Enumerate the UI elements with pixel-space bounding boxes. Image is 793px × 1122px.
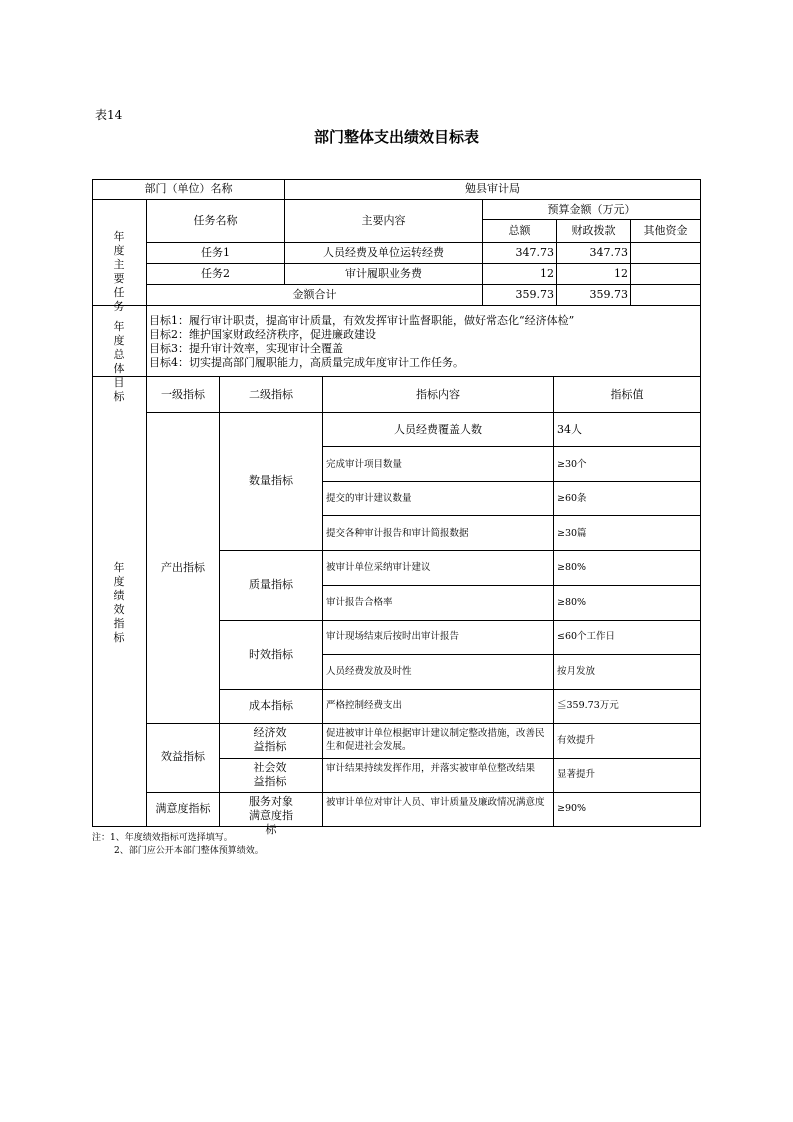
level1-benefit: 效益指标 xyxy=(161,750,205,763)
indicator-content: 审计现场结束后按时出审计报告 xyxy=(326,631,460,642)
document-title: 部门整体支出绩效目标表 xyxy=(313,128,479,146)
indicator-content: 提交各种审计报告和审计简报数据 xyxy=(326,528,469,539)
task-total: 347.73 xyxy=(515,246,554,259)
task-fiscal: 347.73 xyxy=(589,246,628,259)
indicator-value: ≥30个 xyxy=(557,459,587,470)
indicator-value: 有效提升 xyxy=(557,735,596,746)
level2-timeliness: 时效指标 xyxy=(249,648,293,661)
task-name: 任务2 xyxy=(201,267,230,280)
indicator-content: 被审计单位对审计人员、审计质量及廉政情况满意度 xyxy=(326,797,545,808)
col-fiscal: 财政拨款 xyxy=(571,224,616,237)
level2-cost: 成本指标 xyxy=(249,699,293,712)
level2-service: 服务对象满意度指标 xyxy=(249,795,293,836)
col-main-content: 主要内容 xyxy=(361,214,406,227)
indicator-content: 审计报告合格率 xyxy=(326,597,393,608)
col-other: 其他资金 xyxy=(643,224,688,237)
col-indicator-content: 指标内容 xyxy=(416,388,460,401)
task-total: 12 xyxy=(540,267,554,280)
goal-line: 目标4：切实提高部门履职能力，高质量完成年度审计工作任务。 xyxy=(149,356,464,369)
sum-total: 359.73 xyxy=(515,288,554,301)
col-indicator-value: 指标值 xyxy=(610,388,644,401)
indicator-value: 显著提升 xyxy=(557,769,596,780)
col-total: 总额 xyxy=(508,224,531,237)
indicator-value: ≥80% xyxy=(557,597,587,608)
goal-line: 目标2：维护国家财政经济秩序，促进廉政建设 xyxy=(149,328,376,341)
indicator-content: 人员经费发放及时性 xyxy=(326,666,412,677)
indicator-value: 34人 xyxy=(557,423,582,436)
indicator-value: ≤60个工作日 xyxy=(557,631,616,642)
tasks-section-label: 年度主要任务 xyxy=(113,230,125,313)
indicator-content: 促进被审计单位根据审计建议制定整改措施，改善民生和促进社会发展。 xyxy=(326,728,545,752)
indicator-content: 完成审计项目数量 xyxy=(326,459,403,470)
indicator-value: ≥60条 xyxy=(557,493,587,504)
task-content: 人员经费及单位运转经费 xyxy=(323,246,444,259)
level2-social: 社会效益指标 xyxy=(253,761,287,788)
indicator-value: ≥30篇 xyxy=(557,528,587,539)
indicator-content: 审计结果持续发挥作用，并落实被审单位整改结果 xyxy=(326,763,536,774)
task-name: 任务1 xyxy=(201,246,230,259)
level1-output: 产出指标 xyxy=(161,561,205,574)
dept-label: 部门（单位）名称 xyxy=(144,182,233,195)
indicator-value: ≥90% xyxy=(557,803,587,814)
sum-fiscal: 359.73 xyxy=(589,288,628,301)
col-budget: 预算金额（万元） xyxy=(547,203,636,216)
indicator-content: 严格控制经费支出 xyxy=(326,700,403,711)
indicator-content: 提交的审计建议数量 xyxy=(326,493,412,504)
table-number: 表14 xyxy=(95,108,123,122)
task-content: 审计履职业务费 xyxy=(345,267,422,280)
indicator-value: 按月发放 xyxy=(557,666,596,677)
task-fiscal: 12 xyxy=(614,267,628,280)
goals-section-label: 年度总体目标 xyxy=(113,320,125,403)
note-line: 注：1、年度绩效指标可选择填写。 xyxy=(92,833,233,843)
sum-label: 金额合计 xyxy=(292,288,337,301)
col-level2: 二级指标 xyxy=(249,388,293,401)
dept-name: 勉县审计局 xyxy=(465,182,520,195)
level2-quantity: 数量指标 xyxy=(249,474,293,487)
perf-section-label: 年度绩效指标 xyxy=(113,561,125,644)
level2-economic: 经济效益指标 xyxy=(253,726,287,753)
indicator-content: 人员经费覆盖人数 xyxy=(394,423,482,436)
note-line: 2、部门应公开本部门整体预算绩效。 xyxy=(114,846,264,856)
level1-satisfaction: 满意度指标 xyxy=(155,802,211,815)
indicator-value: ≥80% xyxy=(557,562,587,573)
col-task-name: 任务名称 xyxy=(193,214,238,227)
level2-quality: 质量指标 xyxy=(249,578,293,591)
col-level1: 一级指标 xyxy=(161,388,205,401)
goal-line: 目标3：提升审计效率，实现审计全覆盖 xyxy=(149,342,343,355)
goal-line: 目标1：履行审计职责，提高审计质量，有效发挥审计监督职能，做好常态化“经济体检” xyxy=(149,314,575,327)
indicator-content: 被审计单位采纳审计建议 xyxy=(326,562,431,573)
indicator-value: ≦359.73万元 xyxy=(557,700,619,711)
